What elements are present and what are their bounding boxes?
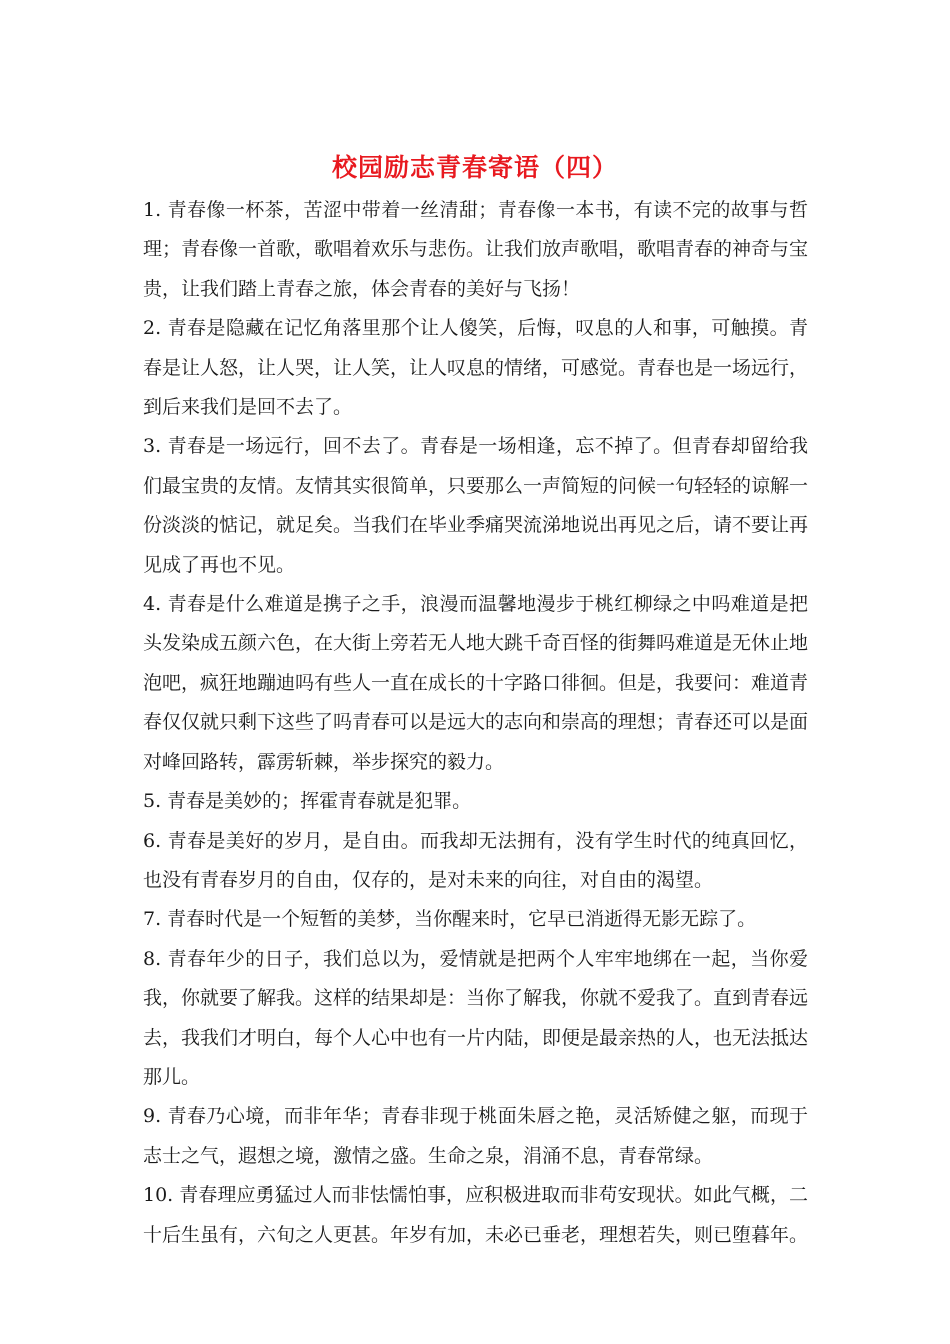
document-body	[143, 191, 808, 1255]
paragraph-3: 3. 青春是一场远行，回不去了。青春是一场相逢，忘不掉了。但青春却留给我们最宝贵的友情。友情其实很简单，只要那么一声简短的问候一句轻轻的谅解一份淡淡的惦记，就足矣。当我们在毕业季痛哭流涕地说出再见之后，请不要让再见成了再也不见。	[143, 435, 809, 576]
page-title: 校园励志青春寄语（四）	[331, 153, 618, 182]
paragraph-1: 1. 青春像一杯茶，苦涩中带着一丝清甜；青春像一本书，有读不完的故事与哲理；青春像一首歌，歌唱着欢乐与悲伤。让我们放声歌唱，歌唱青春的神奇与宝贵，让我们踏上青春之旅，体会青春的美好与飞扬！	[143, 199, 809, 300]
paragraph-8: 8. 青春年少的日子，我们总以为，爱情就是把两个人牢牢地绑在一起，当你爱我，你就要了解我。这样的结果却是：当你了解我，你就不爱我了。直到青春远去，我我们才明白，每个人心中也有一片内陆，即便是最亲热的人，也无法抵达那儿。	[143, 947, 809, 1088]
paragraph-5: 5. 青春是美妙的；挥霍青春就是犯罪。	[143, 790, 472, 813]
paragraph-9: 9. 青春乃心境，而非年华；青春非现于桃面朱唇之艳，灵活矫健之躯，而现于志士之气，遐想之境，激情之盛。生命之泉，涓涌不息，青春常绿。	[143, 1105, 808, 1167]
paragraph-10: 10. 青春理应勇猛过人而非怯懦怕事，应积极进取而非苟安现状。如此气概，二十后生虽有，六旬之人更甚。年岁有加，未必已垂老，理想若失，则已堕暮年。	[143, 1184, 809, 1246]
paragraph-7: 7. 青春时代是一个短暂的美梦，当你醒来时，它早已消逝得无影无踪了。	[143, 908, 757, 931]
paragraph-4: 4. 青春是什么难道是携子之手，浪漫而温馨地漫步于桃红柳绿之中吗难道是把头发染成五颜六色，在大街上旁若无人地大跳千奇百怪的街舞吗难道是无休止地泡吧，疯狂地蹦迪吗有些人一直在成长的十字路口徘徊。但是，我要问：难道青春仅仅就只剩下这些了吗青春可以是远大的志向和崇高的理想；青春还可以是面对峰回路转，霹雳斩棘，举步探究的毅力。	[143, 593, 809, 773]
paragraph-6: 6. 青春是美好的岁月，是自由。而我却无法拥有，没有学生时代的纯真回忆，也没有青春岁月的自由，仅存的，是对未来的向往，对自由的渴望。	[143, 829, 808, 891]
paragraph-2: 2. 青春是隐藏在记忆角落里那个让人傻笑，后悔，叹息的人和事，可触摸。青春是让人怒，让人哭，让人笑，让人叹息的情绪，可感觉。青春也是一场远行，到后来我们是回不去了。	[143, 317, 809, 419]
